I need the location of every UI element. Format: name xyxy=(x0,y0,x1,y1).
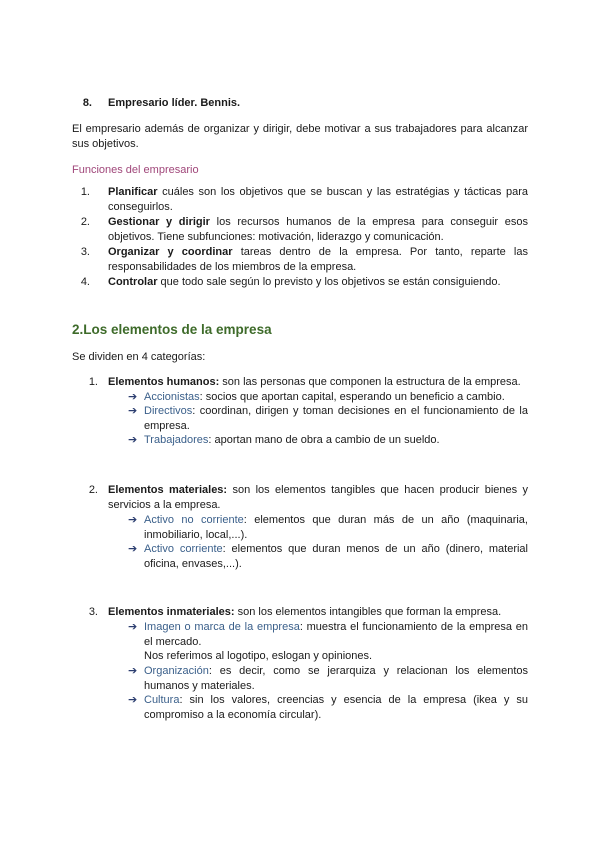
sub-item xyxy=(144,513,528,543)
sub-description: : muestra el funcionamiento de la empresa en el mercado. xyxy=(144,621,528,648)
sub-description: : aportan mano de obra a cambio de un sueldo. xyxy=(208,434,440,446)
sub-term: Activo no corriente xyxy=(144,514,244,526)
term-description: los recursos humanos de la empresa para conseguir esos objetivos. Tiene subfunciones: motivación, liderazgo y comunicación. xyxy=(108,216,528,243)
sub-term: Trabajadores xyxy=(144,434,209,446)
sub-item xyxy=(144,693,528,723)
term-description: son los elementos intangibles que forman la empresa. xyxy=(234,606,502,618)
arrow-icon: ➔ xyxy=(128,434,138,446)
term-description: son los elementos tangibles que hacen producir bienes y servicios a la empresa. xyxy=(108,484,528,511)
arrow-icon: ➔ xyxy=(128,405,138,417)
sub-item xyxy=(144,664,528,694)
sub-item xyxy=(144,433,528,448)
list-number: 2. xyxy=(80,216,90,228)
term: Elementos humanos: xyxy=(108,376,220,388)
list-number: 3. xyxy=(80,246,90,258)
sub-item xyxy=(144,620,528,650)
term: Controlar xyxy=(108,276,158,288)
term: Planificar xyxy=(108,186,158,198)
sub-term: Imagen o marca de la empresa xyxy=(144,621,300,633)
sub-item xyxy=(144,542,528,572)
sub-item xyxy=(144,390,528,405)
sub-term: Cultura xyxy=(144,694,180,706)
intro-paragraph: El empresario además de organizar y dirigir, debe motivar a sus trabajadores para alcanzar sus objetivos. xyxy=(72,123,528,150)
section-heading: 2.Los elementos de la empresa xyxy=(72,322,272,337)
list-number: 1. xyxy=(80,186,90,198)
funciones-list xyxy=(72,185,528,290)
list-number: 3. xyxy=(88,606,98,618)
term: Organizar y coordinar xyxy=(108,246,233,258)
term: Elementos materiales: xyxy=(108,484,228,496)
list-item-text xyxy=(108,483,528,513)
list-item xyxy=(72,215,528,245)
list-item-text xyxy=(108,215,528,245)
list-item-text xyxy=(108,605,528,620)
list-number: 4. xyxy=(80,276,90,288)
list-item-text xyxy=(108,185,528,215)
term-description: que todo sale según lo previsto y los objetivos se están consiguiendo. xyxy=(157,276,501,288)
sub-description: : socios que aportan capital, esperando un beneficio a cambio. xyxy=(199,391,505,403)
arrow-icon: ➔ xyxy=(128,543,138,555)
list-item xyxy=(72,275,528,290)
list-item-text xyxy=(108,375,528,390)
list-number: 1. xyxy=(88,376,98,388)
list-item xyxy=(72,185,528,215)
sub-description: : elementos que duran menos de un año (dinero, material oficina, envases,...). xyxy=(144,543,528,570)
arrow-icon: ➔ xyxy=(128,665,138,677)
sub-item xyxy=(144,404,528,434)
term-description: tareas dentro de la empresa. Por tanto, reparte las responsabilidades de los miembros de la empresa. xyxy=(108,246,528,273)
list-item-text xyxy=(108,245,528,275)
sub-description: : es decir, como se jerarquiza y relacionan los elementos humanos y materiales. xyxy=(144,665,528,692)
arrow-icon: ➔ xyxy=(128,514,138,526)
sub-term: Accionistas xyxy=(144,391,200,403)
list-item-text xyxy=(108,275,528,290)
section-intro: Se dividen en 4 categorías: xyxy=(72,351,206,363)
subheading-funciones: Funciones del empresario xyxy=(72,164,199,176)
sub-description: : coordinan, dirigen y toman decisiones en el funcionamiento de la empresa. xyxy=(144,405,528,432)
arrow-icon: ➔ xyxy=(128,621,138,633)
list-number: 2. xyxy=(88,484,98,496)
sub-description: : elementos que duran más de un año (maquinaria, inmobiliario, local,...). xyxy=(144,514,528,541)
sub-term: Activo corriente xyxy=(144,543,223,555)
term: Elementos inmateriales: xyxy=(108,606,235,618)
sub-description: : sin los valores, creencias y esencia de la empresa (ikea y su compromiso a la economía circular). xyxy=(144,694,528,721)
list-item xyxy=(72,245,528,275)
arrow-icon: ➔ xyxy=(128,391,138,403)
sub-term: Organización xyxy=(144,665,209,677)
section-number: 8. xyxy=(82,97,92,109)
sub-item-extra: Nos referimos al logotipo, eslogan y opiniones. xyxy=(144,650,373,662)
term: Gestionar y dirigir xyxy=(108,216,210,228)
term-description: cuáles son los objetivos que se buscan y las estratégias y tácticas para conseguirlos. xyxy=(108,186,528,213)
sub-term: Directivos xyxy=(144,405,193,417)
arrow-icon: ➔ xyxy=(128,694,138,706)
section-title: Empresario líder. Bennis. xyxy=(108,97,241,109)
term-description: son las personas que componen la estructura de la empresa. xyxy=(219,376,521,388)
